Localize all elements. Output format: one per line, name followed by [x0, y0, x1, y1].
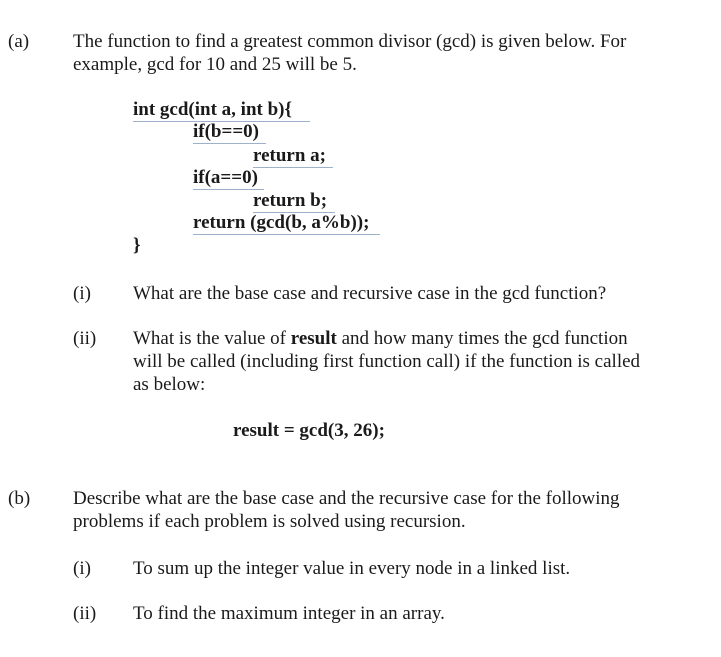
- part-a-question-1-text: What are the base case and recursive case in the gcd function?: [133, 283, 607, 304]
- gcd-call-statement: result = gcd(3, 26);: [233, 420, 385, 441]
- part-b-question-1-label: (i): [73, 558, 91, 579]
- part-b-intro-line1: Describe what are the base case and the recursive case for the following: [73, 488, 620, 509]
- q2-line1-before: What is the value of: [133, 328, 291, 349]
- part-a-intro-line1: The function to find a greatest common divisor (gcd) is given below. For: [73, 31, 627, 52]
- part-b-question-2-text: To find the maximum integer in an array.: [133, 603, 445, 624]
- part-b-label: (b): [8, 488, 31, 509]
- part-b-question-1-text: To sum up the integer value in every node in a linked list.: [133, 558, 571, 579]
- code-line-7: }: [133, 235, 141, 256]
- code-line-1: int gcd(int a, int b){: [133, 99, 292, 120]
- code-line-2-underline: [193, 143, 266, 144]
- part-b-question-2-label: (ii): [73, 603, 97, 624]
- q2-line1-after: and how many times the gcd function: [336, 328, 628, 349]
- part-a-question-2-line2: will be called (including first function call) if the function is called: [133, 351, 641, 372]
- part-a-intro-line2: example, gcd for 10 and 25 will be 5.: [73, 54, 357, 75]
- code-line-3: return a;: [253, 145, 326, 166]
- code-line-4: if(a==0): [193, 167, 258, 188]
- code-line-6: return (gcd(b, a%b));: [193, 212, 370, 233]
- part-b-intro-line2: problems if each problem is solved using recursion.: [73, 511, 466, 532]
- part-a-question-1-label: (i): [73, 283, 91, 304]
- code-line-6-underline: [193, 234, 380, 235]
- part-a-question-2-line1: [133, 328, 628, 350]
- part-a-question-2-label: (ii): [73, 328, 97, 349]
- q2-result-keyword: result: [290, 328, 337, 349]
- part-a-label: (a): [8, 31, 30, 52]
- code-line-5: return b;: [253, 190, 328, 211]
- part-a-question-2-line3: as below:: [133, 374, 206, 395]
- code-line-3-underline: [253, 167, 333, 168]
- code-line-2: if(b==0): [193, 121, 259, 142]
